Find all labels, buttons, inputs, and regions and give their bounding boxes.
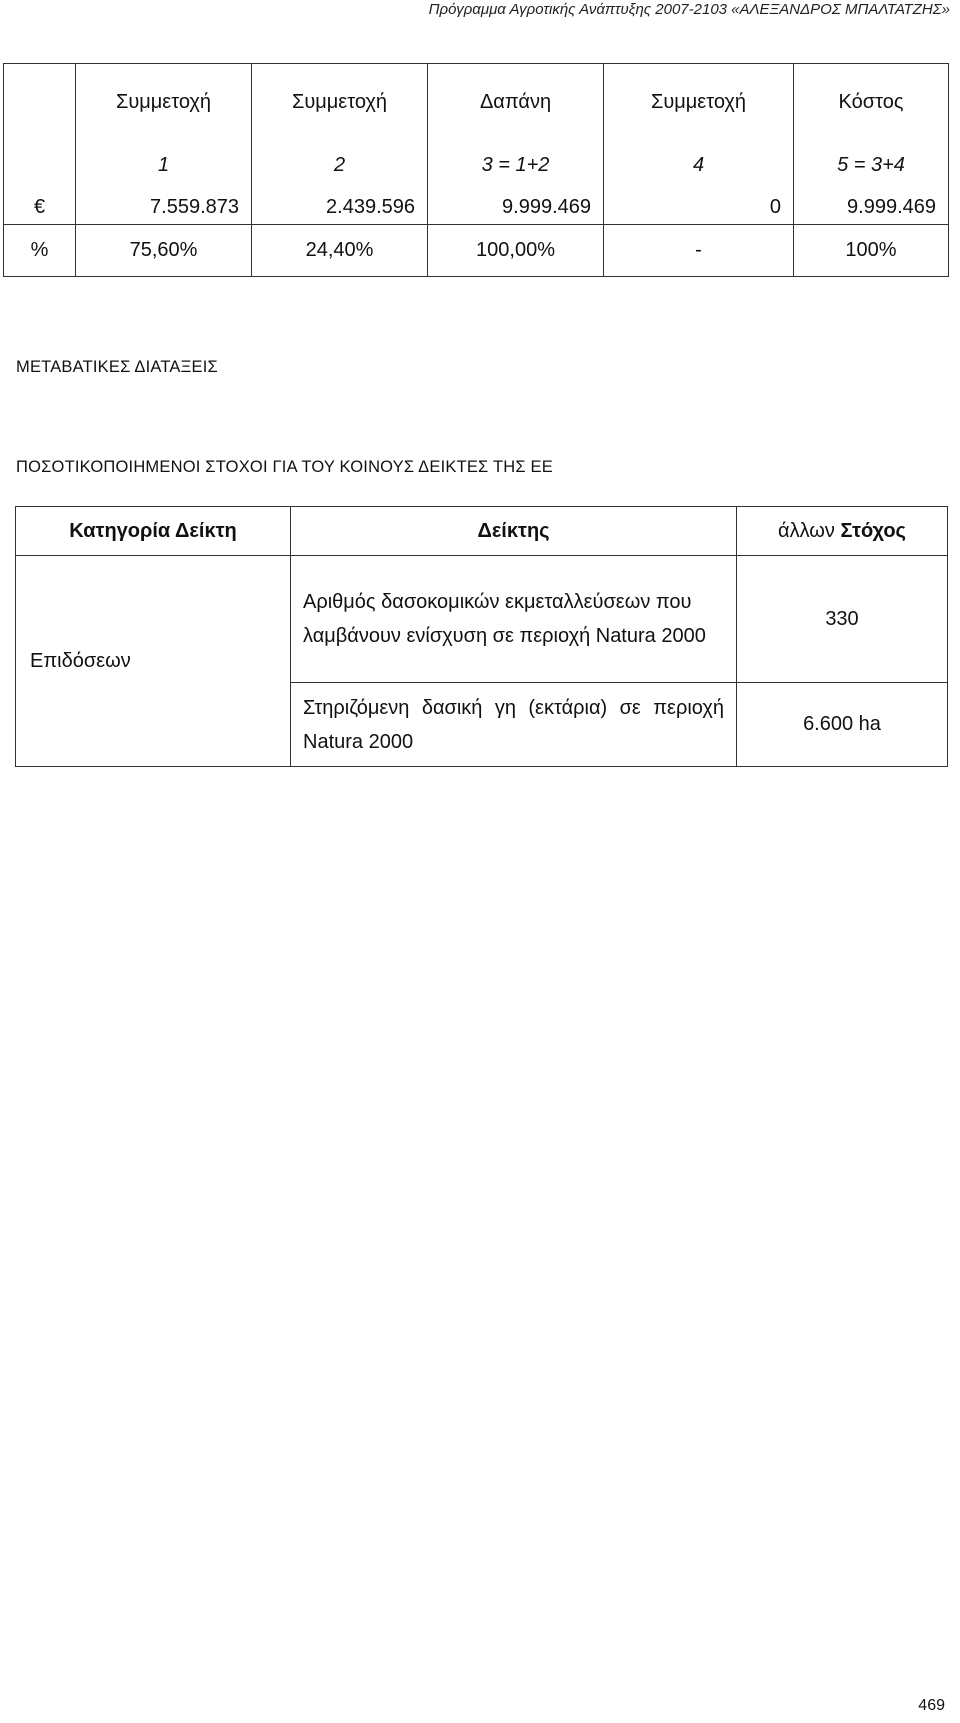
euro-value: 0 [604, 190, 794, 225]
indicator-row [16, 556, 948, 683]
header-cell: Συμμετοχή [604, 64, 794, 141]
indicator-header: Δείκτης [291, 507, 737, 556]
header-cell: Κόστος [794, 64, 949, 141]
finance-header-row [4, 64, 949, 141]
header-cell: Δαπάνη [428, 64, 604, 141]
indicator-header-row [16, 507, 948, 556]
euro-value: 2.439.596 [252, 190, 428, 225]
euro-value: 9.999.469 [794, 190, 949, 225]
header-cell [4, 64, 76, 141]
indicator-target: 6.600 ha [737, 683, 948, 767]
quantified-targets-title: ΠΟΣΟΤΙΚΟΠΟΙΗΜΕΝΟΙ ΣΤΟΧΟΙ ΓΙΑ ΤΟΥ ΚΟΙΝΟΥΣ ΔΕΙΚΤΕΣ ΤΗΣ ΕΕ [16, 458, 553, 476]
percent-value: 100% [794, 225, 949, 277]
category-header: Κατηγορία Δείκτη [16, 507, 291, 556]
column-number: 1 [76, 140, 252, 190]
euro-unit: € [4, 190, 76, 225]
percent-value: 24,40% [252, 225, 428, 277]
transitional-provisions-title: ΜΕΤΑΒΑΤΙΚΕΣ ΔΙΑΤΑΞΕΙΣ [16, 358, 218, 376]
header-cell: Συμμετοχή [76, 64, 252, 141]
column-number: 5 = 3+4 [794, 140, 949, 190]
indicator-description: Στηριζόμενη δασική γη (εκτάρια) σε περιοχή Natura 2000 [291, 683, 737, 767]
percent-unit: % [4, 225, 76, 277]
page-number: 469 [918, 1697, 945, 1714]
column-number: 4 [604, 140, 794, 190]
indicator-description: Αριθμός δασοκομικών εκμεταλλεύσεων που λαμβάνουν ενίσχυση σε περιοχή Natura 2000 [291, 556, 737, 683]
percent-row [4, 225, 949, 277]
column-number: 2 [252, 140, 428, 190]
indicator-table [15, 506, 948, 767]
target-header-prefix: άλλων [778, 519, 835, 542]
percent-value: 75,60% [76, 225, 252, 277]
euro-value: 7.559.873 [76, 190, 252, 225]
finance-table [3, 63, 949, 277]
euro-value: 9.999.469 [428, 190, 604, 225]
header-cell: Συμμετοχή [252, 64, 428, 141]
column-number [4, 140, 76, 190]
percent-value: 100,00% [428, 225, 604, 277]
indicator-category: Επιδόσεων [16, 556, 291, 767]
percent-value: - [604, 225, 794, 277]
target-header-label: Στόχος [840, 519, 906, 542]
target-header [737, 507, 948, 556]
column-number-row [4, 140, 949, 190]
column-number: 3 = 1+2 [428, 140, 604, 190]
euro-row [4, 190, 949, 225]
page-header: Πρόγραμμα Αγροτικής Ανάπτυξης 2007-2103 «ΑΛΕΞΑΝΔΡΟΣ ΜΠΑΛΤΑΤΖΗΣ» [428, 1, 950, 18]
indicator-target: 330 [737, 556, 948, 683]
